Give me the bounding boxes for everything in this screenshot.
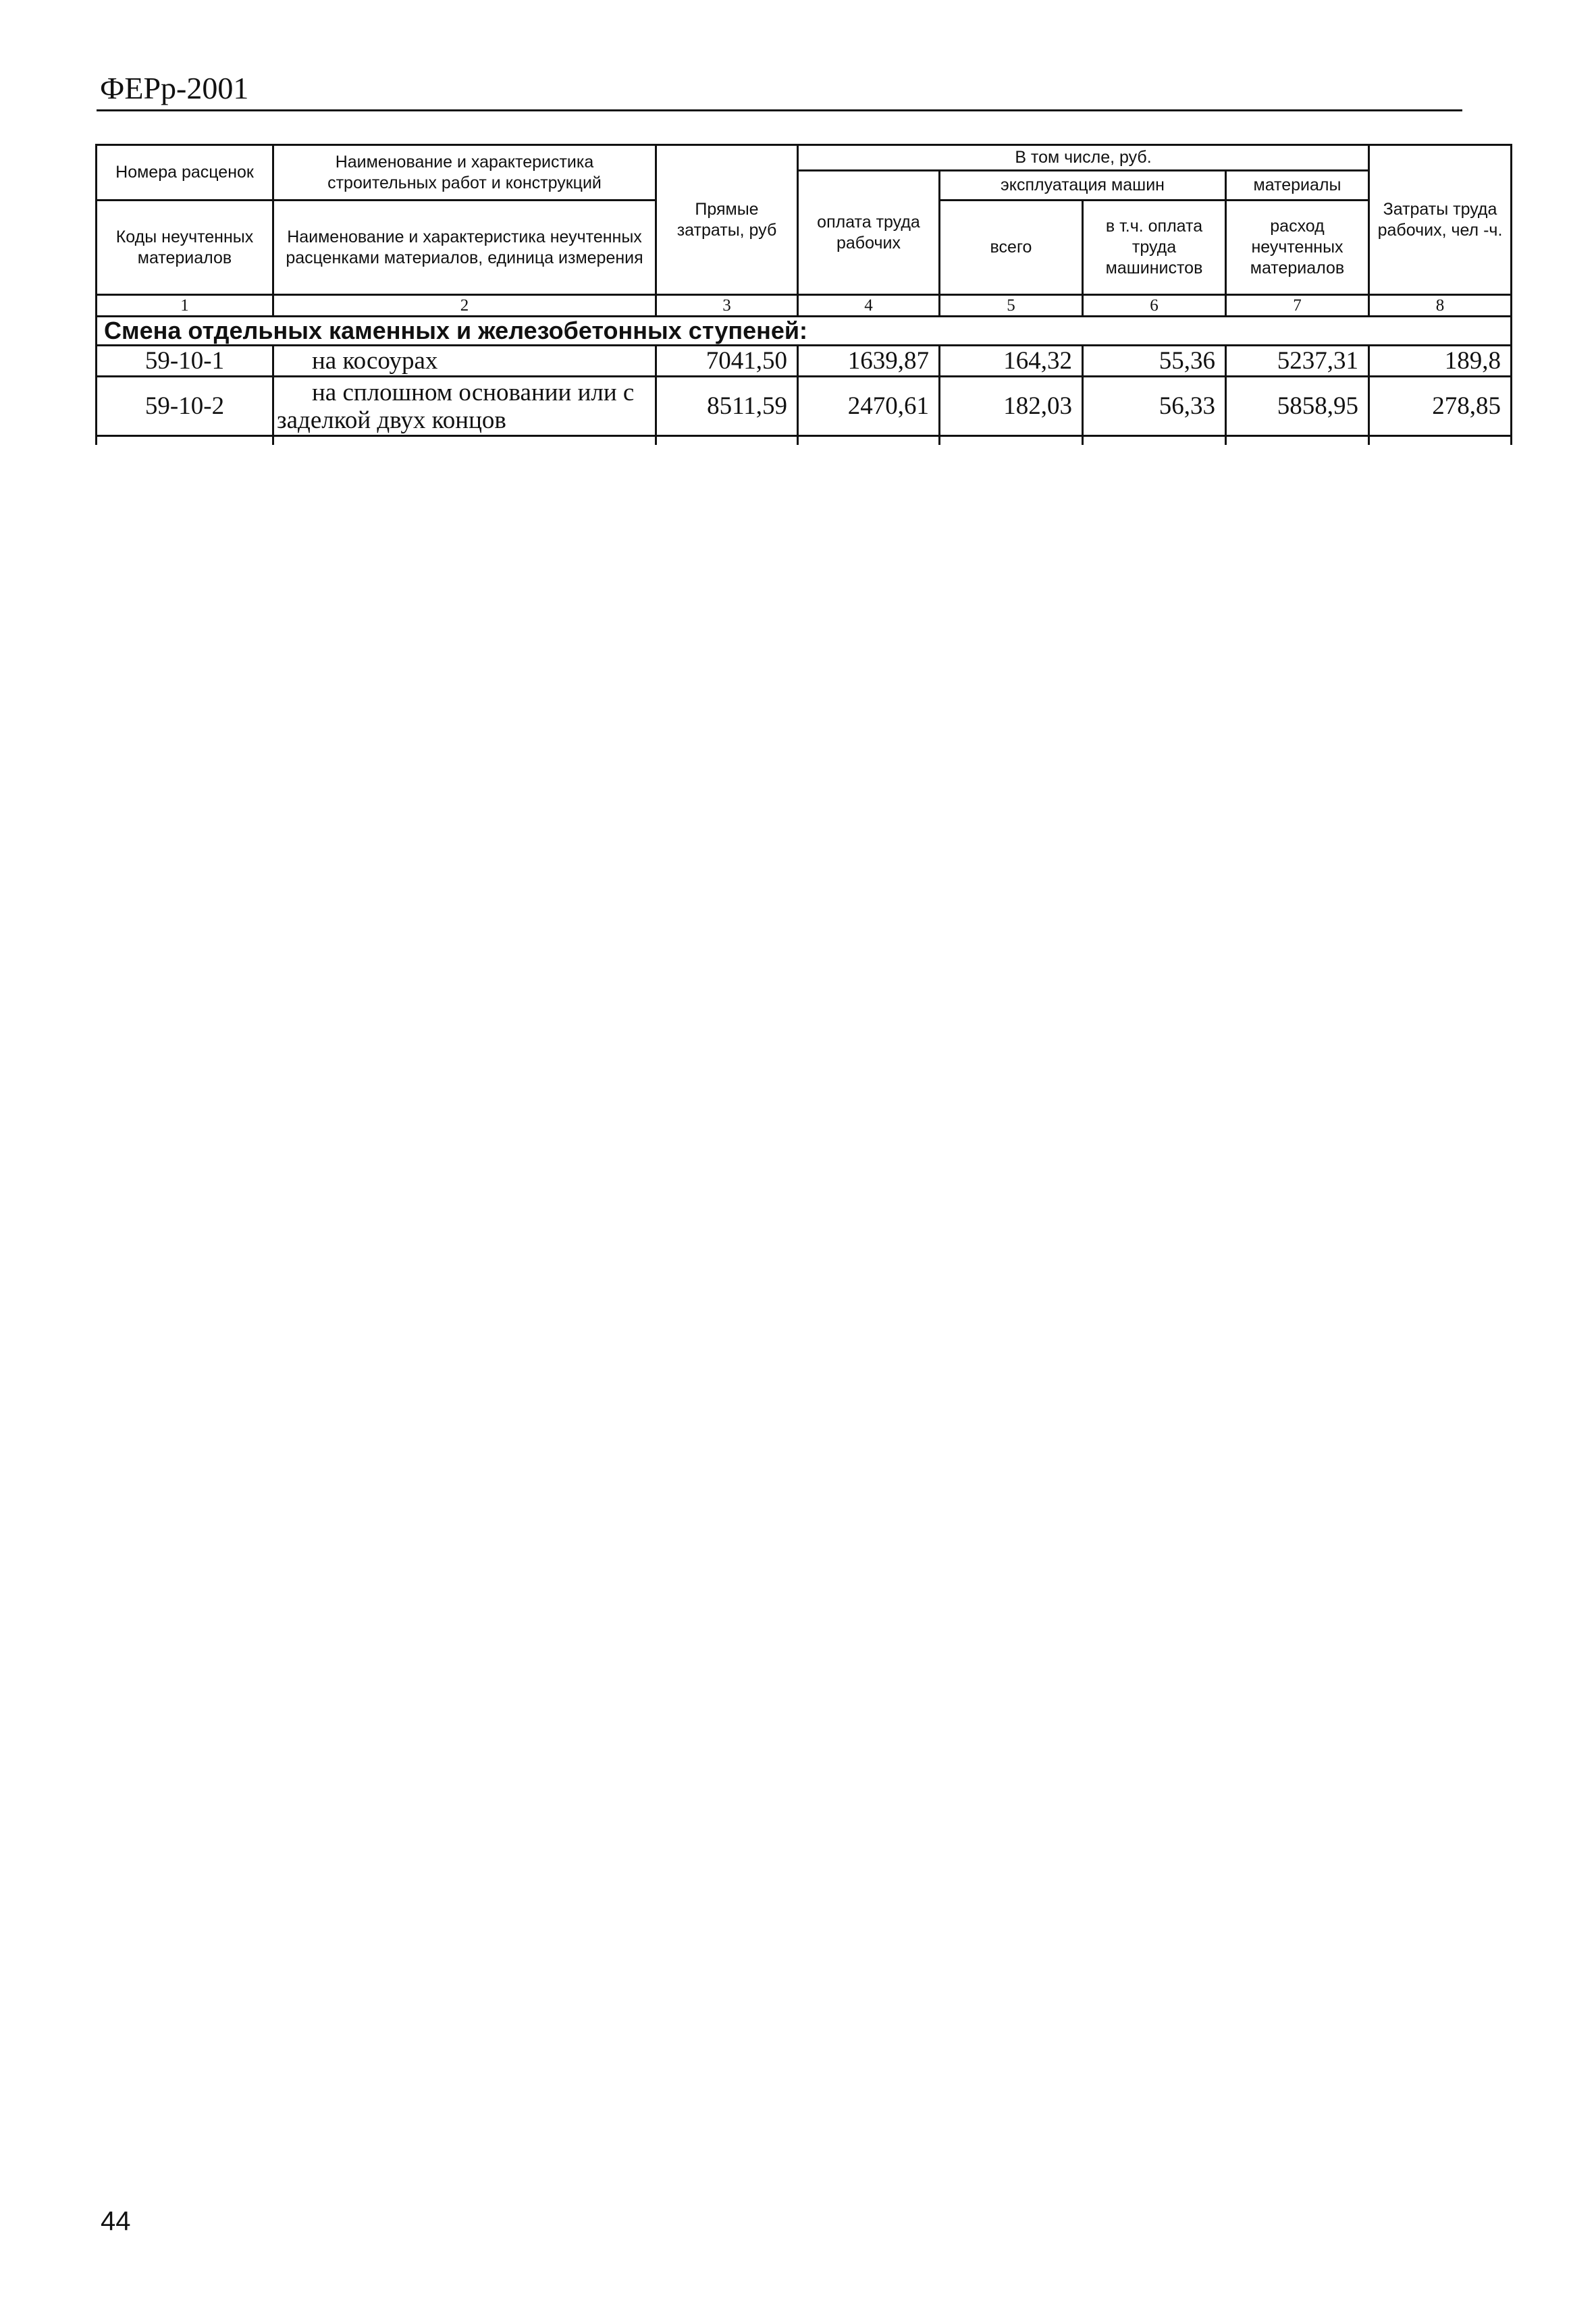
rate-name-line: на сплошном основании или с xyxy=(312,378,635,406)
table-continuation xyxy=(97,436,1512,446)
rate-code: 59-10-2 xyxy=(97,377,273,436)
title-rule xyxy=(97,109,1462,111)
header-direct-costs: Прямые затраты, руб xyxy=(656,145,798,295)
labor-value: 278,85 xyxy=(1369,377,1512,436)
header-unaccounted-codes: Коды неучтенных материалов xyxy=(97,201,273,295)
header-rate-numbers: Номера расценок xyxy=(97,145,273,201)
direct-costs-value: 8511,59 xyxy=(656,377,798,436)
header-including: В том числе, руб. xyxy=(798,145,1369,171)
column-number: 4 xyxy=(798,295,940,317)
worker-pay-value: 2470,61 xyxy=(798,377,940,436)
section-title: Смена отдельных каменных и железобетонных ступеней: xyxy=(97,317,1512,346)
document-title: ФЕРр-2001 xyxy=(100,71,249,105)
table-row xyxy=(97,346,1512,377)
materials-value: 5858,95 xyxy=(1226,377,1369,436)
column-number: 1 xyxy=(97,295,273,317)
rate-name xyxy=(273,377,656,436)
machine-total-value: 182,03 xyxy=(940,377,1083,436)
operator-pay-value: 55,36 xyxy=(1083,346,1226,377)
header-work-name: Наименование и характеристика строительных работ и конструкций xyxy=(273,145,656,201)
header-labor-costs: Затраты труда рабочих, чел -ч. xyxy=(1369,145,1512,295)
page-number: 44 xyxy=(101,2206,131,2236)
materials-value: 5237,31 xyxy=(1226,346,1369,377)
column-number: 3 xyxy=(656,295,798,317)
column-number: 8 xyxy=(1369,295,1512,317)
rate-name-line: заделкой двух концов xyxy=(277,406,506,434)
header-material-usage: расход неучтенных материалов xyxy=(1226,201,1369,295)
rate-name: на косоурах xyxy=(273,346,656,377)
header-machine-total: всего xyxy=(940,201,1083,295)
rates-table xyxy=(95,144,1512,445)
rate-code: 59-10-1 xyxy=(97,346,273,377)
column-number: 2 xyxy=(273,295,656,317)
header-machines: эксплуатация машин xyxy=(940,171,1226,201)
machine-total-value: 164,32 xyxy=(940,346,1083,377)
column-number: 7 xyxy=(1226,295,1369,317)
column-number: 6 xyxy=(1083,295,1226,317)
column-number: 5 xyxy=(940,295,1083,317)
worker-pay-value: 1639,87 xyxy=(798,346,940,377)
table-row xyxy=(97,377,1512,436)
header-worker-pay: оплата труда рабочих xyxy=(798,171,940,295)
header-operator-pay: в т.ч. оплата труда машинистов xyxy=(1083,201,1226,295)
labor-value: 189,8 xyxy=(1369,346,1512,377)
header-materials: материалы xyxy=(1226,171,1369,201)
direct-costs-value: 7041,50 xyxy=(656,346,798,377)
operator-pay-value: 56,33 xyxy=(1083,377,1226,436)
header-unaccounted-name: Наименование и характеристика неучтенных расценками материалов, единица измерения xyxy=(273,201,656,295)
